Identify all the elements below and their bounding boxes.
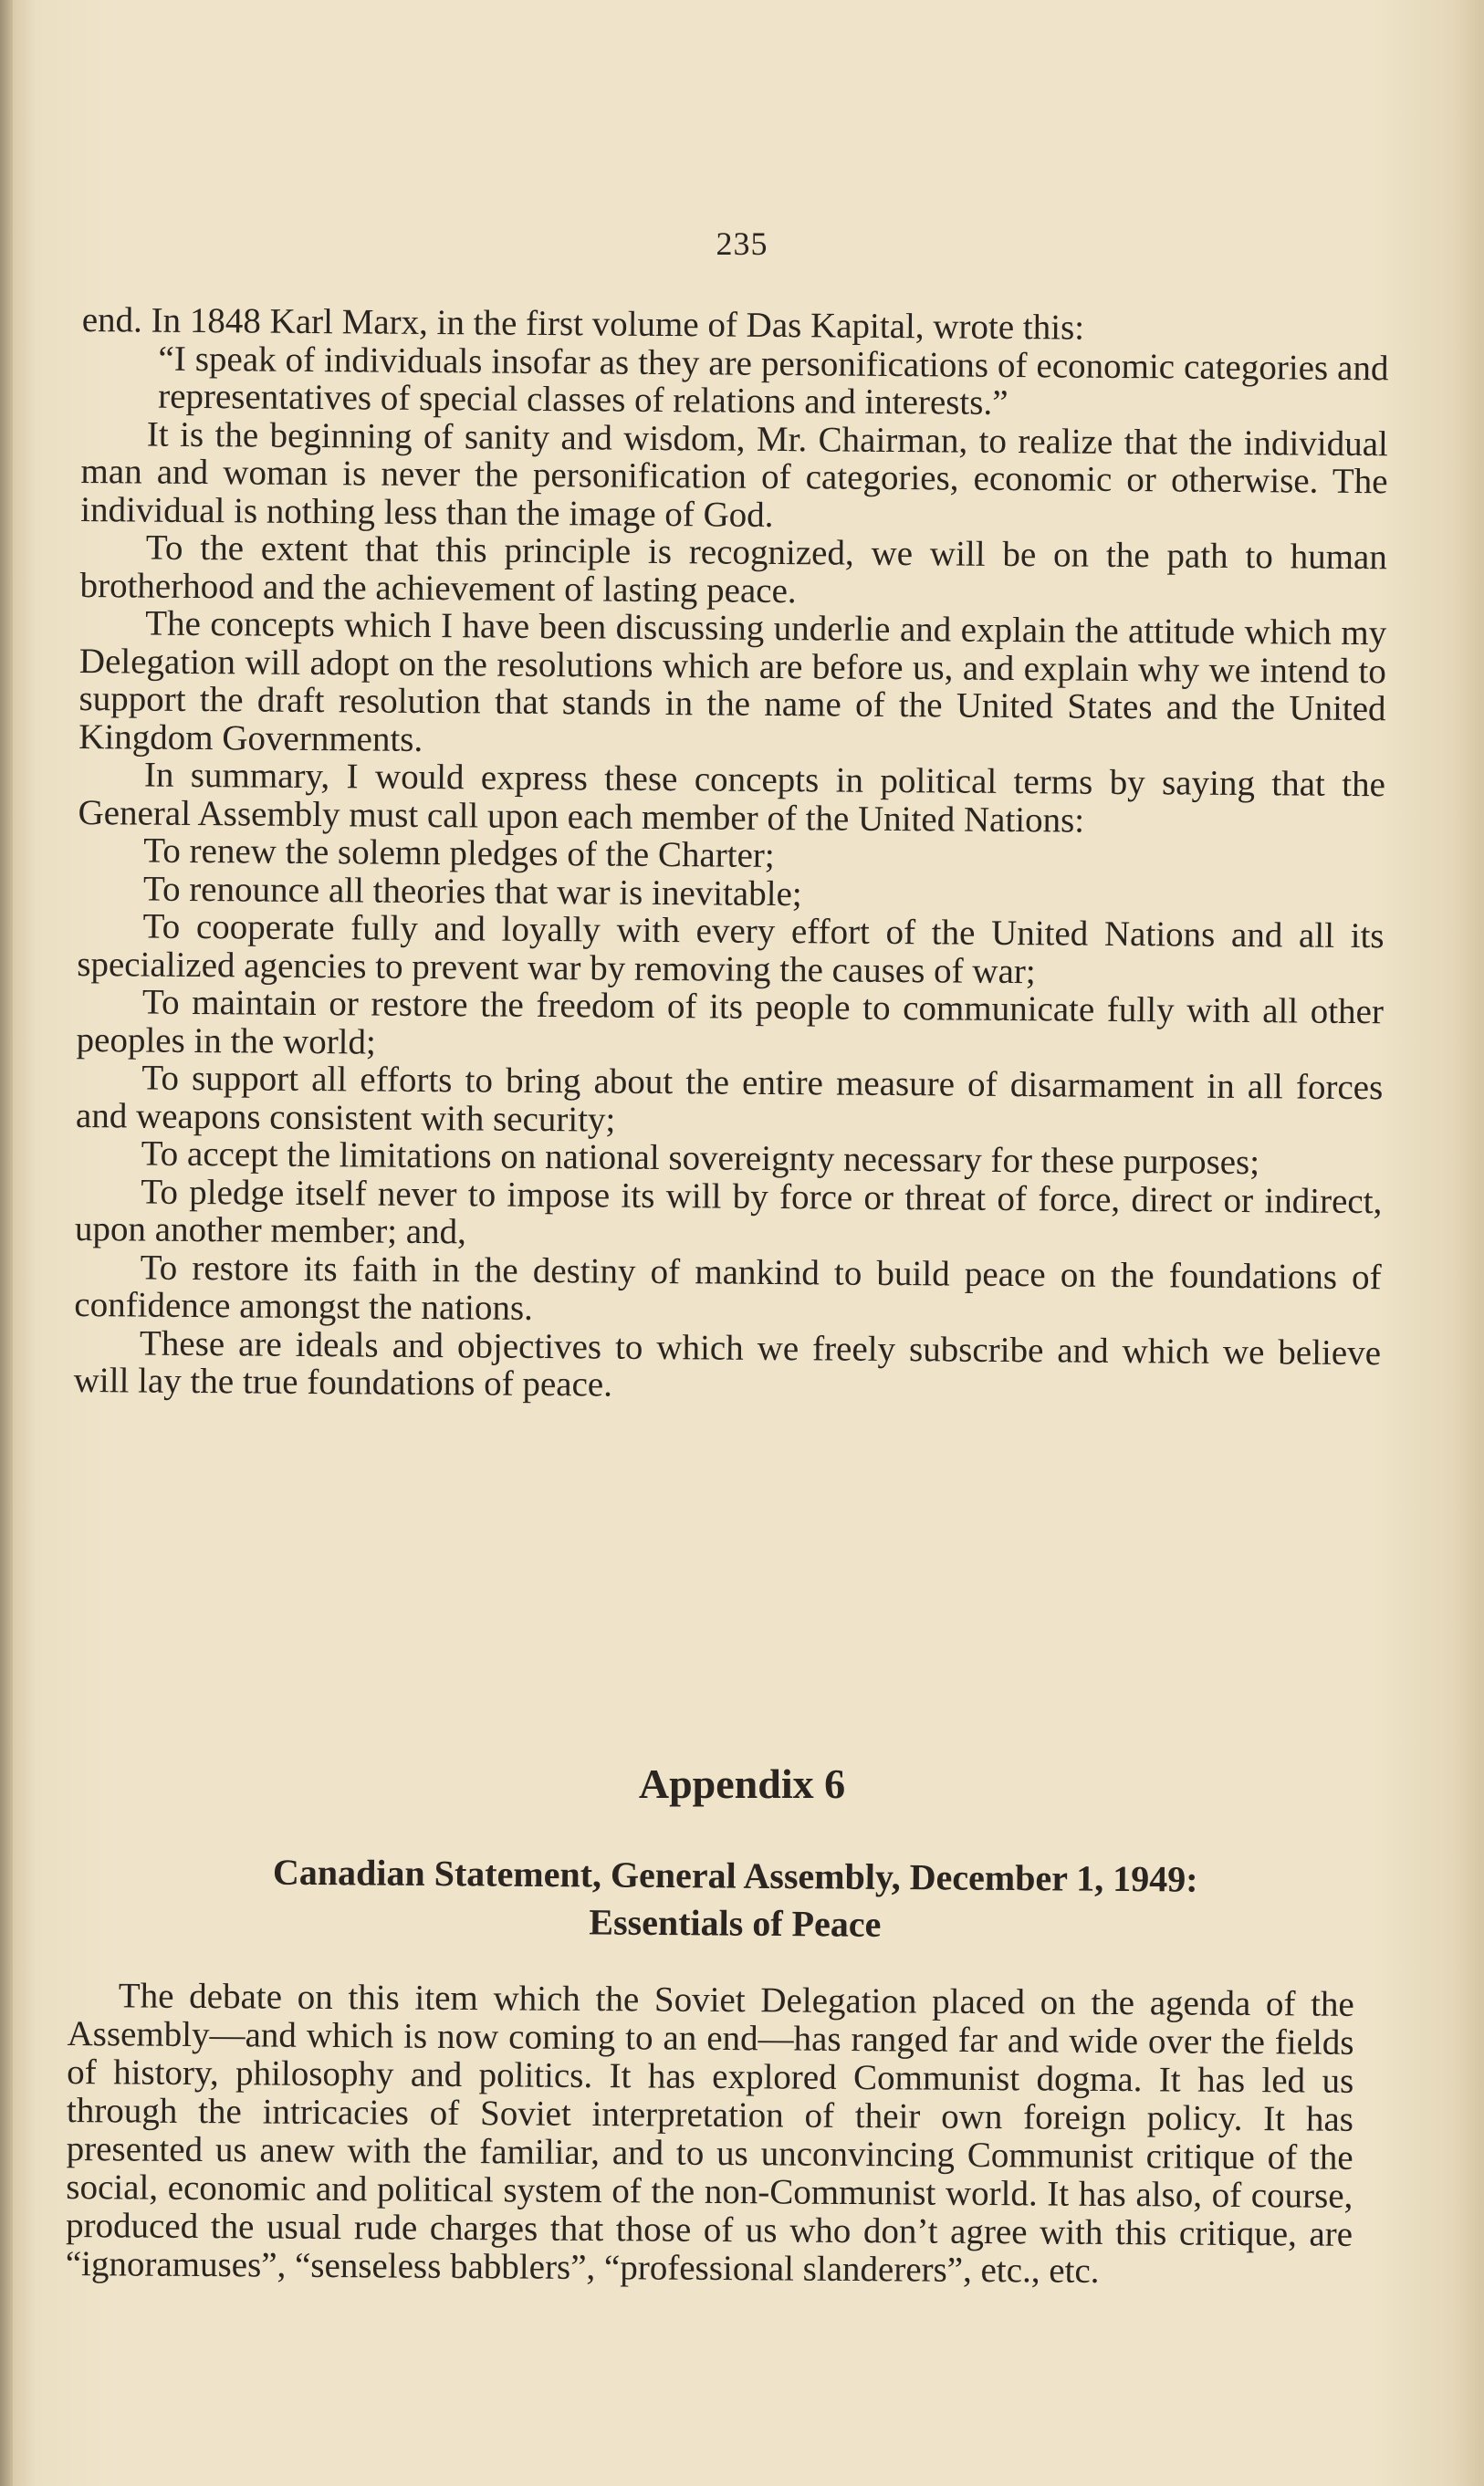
paragraph-summary: In summary, I would express these concepts in political terms by saying that the General Assembly must call upon each member of the United Nations: bbox=[78, 755, 1386, 841]
list-item: To support all efforts to bring about the entire measure of disarmament in all forces and weapons consistent with security; bbox=[75, 1058, 1384, 1140]
list-item: To restore its faith in the destiny of mankind to build peace on the foundations of confidence amongst the nations. bbox=[74, 1248, 1382, 1328]
statement-body-continued bbox=[74, 301, 1389, 1410]
page-number: 235 bbox=[716, 225, 768, 262]
paragraph-debate: The debate on this item which the Soviet Delegation placed on the agenda of the Assembly—and which is now coming to an end—has ranged far and wide over the fields of history, philosophy and politics. It has explored Communist dogma. It has led us through the intricacies of Soviet interpretation of their own foreign policy. It has presented us anew with the familiar, and to us unconvincing Communist critique of the social, economic and political system of the non-Communist world. It has also, of course, produced the usual rude charges that those of us who don’t agree with this critique, are “ignoramuses”, “senseless babblers”, “professional slanderers”, etc., etc. bbox=[65, 1976, 1354, 2291]
list-item: To renew the solemn pledges of the Charter; bbox=[143, 830, 775, 875]
statement-body bbox=[66, 1977, 1354, 2293]
marx-quote: “I speak of individuals insofar as they are personifications of economic categories and representatives of special classes of relations and interests.” bbox=[158, 339, 1389, 423]
statement-heading bbox=[81, 1847, 1389, 1952]
statement-heading-line1: Canadian Statement, General Assembly, December 1, 1949: bbox=[272, 1851, 1198, 1900]
page-binding-edge bbox=[0, 0, 13, 2486]
paragraph-concepts: The concepts which I have been discussing underlie and explain the attitude which my Delegation will adopt on the resolutions which are before us, and explain why we intend to support the draft resolution that stands in the name of the United States and the United Kingdom Governments. bbox=[78, 603, 1387, 759]
list-item: To pledge itself never to impose its will by force or threat of force, direct or indirect, upon another member; and, bbox=[74, 1172, 1383, 1252]
list-item: To cooperate fully and loyally with every effort of the United Nations and all its specialized agencies to prevent war by removing the causes of war; bbox=[77, 906, 1385, 991]
paragraph-sanity: It is the beginning of sanity and wisdom, Mr. Chairman, to realize that the individual man and woman is never the personification of categories, economic or otherwise. The individual is nothing less than the image of God. bbox=[80, 414, 1388, 535]
list-item: To accept the limitations on national sovereignty necessary for these purposes; bbox=[141, 1133, 1260, 1183]
list-item: To renounce all theories that war is inevitable; bbox=[142, 869, 802, 914]
list-item: To maintain or restore the freedom of its people to communicate fully with all other peoples in the world; bbox=[76, 982, 1385, 1062]
paragraph-conclusion: These are ideals and objectives to which we freely subscribe and which we believe will lay the true foundations of peace. bbox=[73, 1323, 1382, 1405]
appendix-title: Appendix 6 bbox=[638, 1760, 846, 1807]
paragraph-principle: To the extent that this principle is recognized, we will be on the path to human brotherhood and the achievement of lasting peace. bbox=[79, 527, 1388, 611]
paragraph-marx: end. In 1848 Karl Marx, in the first volume of Das Kapital, wrote this: bbox=[81, 300, 1085, 348]
statement-heading-line2: Essentials of Peace bbox=[589, 1901, 882, 1945]
